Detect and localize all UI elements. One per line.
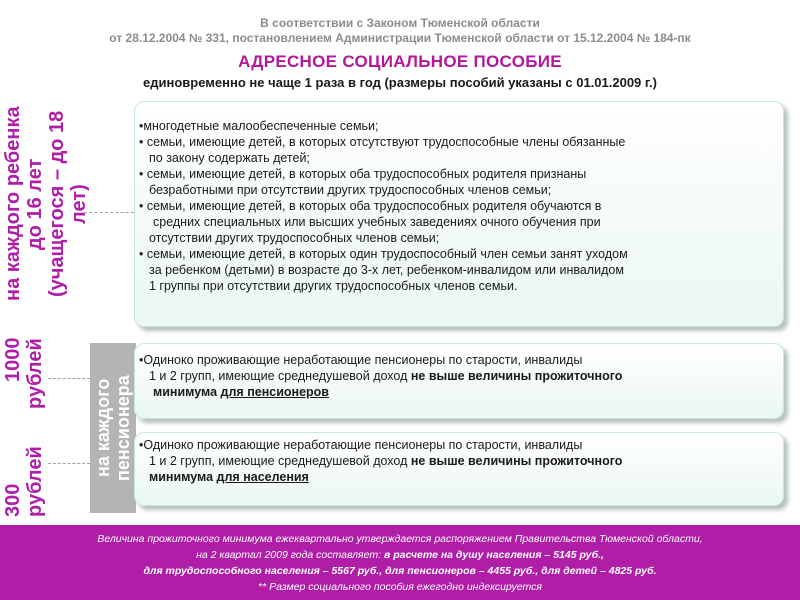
list-item-continuation: средних специальных или высших учебных заведениях очного обучения при: [153, 215, 601, 229]
child-years-text: лет): [68, 184, 90, 224]
connector-line: [84, 212, 134, 213]
text-bold: не выше величины прожиточного: [410, 369, 623, 383]
list-item-continuation: за ребенком (детьми) в возрасте до 3-х лет, ребенком-инвалидом или инвалидом: [149, 263, 624, 277]
footer-note: [0, 525, 800, 600]
pensioner-label: [93, 343, 133, 513]
footer-text-bold: в расчете на душу населения – 5145 руб.,: [383, 549, 604, 561]
list-item: • семьи, имеющие детей, в которых отсутствуют трудоспособные члены обязанные: [139, 135, 626, 149]
footer-text-plain: на 2 квартал 2009 года составляет:: [196, 549, 384, 561]
footer-line: Величина прожиточного минимума ежеквартально утверждается распоряжением Правительства Тюменской области,: [97, 533, 703, 545]
text-underline: для пенсионеров: [220, 385, 329, 399]
amount-300-unit: рублей: [24, 446, 46, 517]
pensioners-panel: [134, 343, 784, 419]
connector-line: [48, 463, 90, 464]
page-title: АДРЕСНОЕ СОЦИАЛЬНОЕ ПОСОБИЕ: [238, 52, 562, 71]
connector-line: [48, 378, 90, 379]
list-item-continuation: [139, 368, 773, 384]
list-item: • семьи, имеющие детей, в которых оба трудоспособных родителя признаны: [139, 167, 587, 181]
child-student-text: (учащегося – до 18: [46, 110, 68, 298]
text-bold: минимума: [149, 470, 217, 484]
footer-text-bold: для трудоспособного населения – 5567 руб., для пенсионеров – 4455 руб., для детей – 4825 руб.: [143, 565, 657, 577]
list-item: •Одиноко проживающие неработающие пенсионеры по старости, инвалиды: [139, 438, 583, 452]
list-item-continuation: по закону содержать детей;: [149, 151, 310, 165]
child-amount-text: на каждого ребенка: [2, 106, 24, 302]
pensioner-label-line1: на каждого: [93, 378, 113, 478]
list-item-continuation: 1 группы при отсутствии других трудоспособных членов семьи.: [149, 279, 518, 293]
list-item-continuation: отсутствии других трудоспособных членов семьи;: [149, 231, 440, 245]
list-item: • семьи, имеющие детей, в которых оба трудоспособных родителя обучаются в: [139, 199, 602, 213]
family-categories-panel: [134, 101, 784, 327]
text-underline: для населения: [216, 470, 309, 484]
pensioner-label-line2: пенсионера: [113, 375, 133, 481]
list-item: • семьи, имеющие детей, в которых один трудоспособный член семьи занят уходом: [139, 247, 628, 261]
page-subtitle: единовременно не чаще 1 раза в год (размеры пособий указаны с 01.01.2009 г.): [143, 75, 657, 90]
list-item-continuation: безработными при отсутствии других трудоспособных членов семьи;: [149, 183, 552, 197]
footer-line: [0, 563, 800, 579]
list-item: •многодетные малообеспеченные семьи;: [139, 119, 379, 133]
child-age-text: до 16 лет: [24, 158, 46, 250]
amount-1000-value: 1000: [2, 338, 24, 383]
text-bold: не выше величины прожиточного: [410, 454, 623, 468]
amount-300-label: [2, 425, 46, 517]
list-item: •Одиноко проживающие неработающие пенсионеры по старости, инвалиды: [139, 353, 583, 367]
pensioner-label-pillar: [90, 343, 136, 513]
list-item-continuation: [139, 384, 773, 400]
amount-300-value: 300: [2, 483, 24, 517]
header-decree-reference: от 28.12.2004 № 331, постановлением Администрации Тюменской области от 15.12.2004 № 184-пк: [109, 31, 691, 45]
text-plain: 1 и 2 групп, имеющие среднедушевой доход: [149, 454, 411, 468]
population-panel: [134, 432, 784, 506]
text-bold: минимума: [153, 385, 221, 399]
child-benefit-label: [2, 98, 90, 310]
footer-line: [0, 547, 800, 563]
text-plain: 1 и 2 групп, имеющие среднедушевой доход: [149, 369, 411, 383]
header-law-reference: В соответствии с Законом Тюменской области: [260, 16, 540, 30]
list-item-continuation: [139, 469, 773, 485]
list-item-continuation: [139, 453, 773, 469]
amount-1000-unit: рублей: [24, 338, 46, 409]
footer-line: ** Размер социального пособия ежегодно индексируется: [258, 581, 542, 593]
